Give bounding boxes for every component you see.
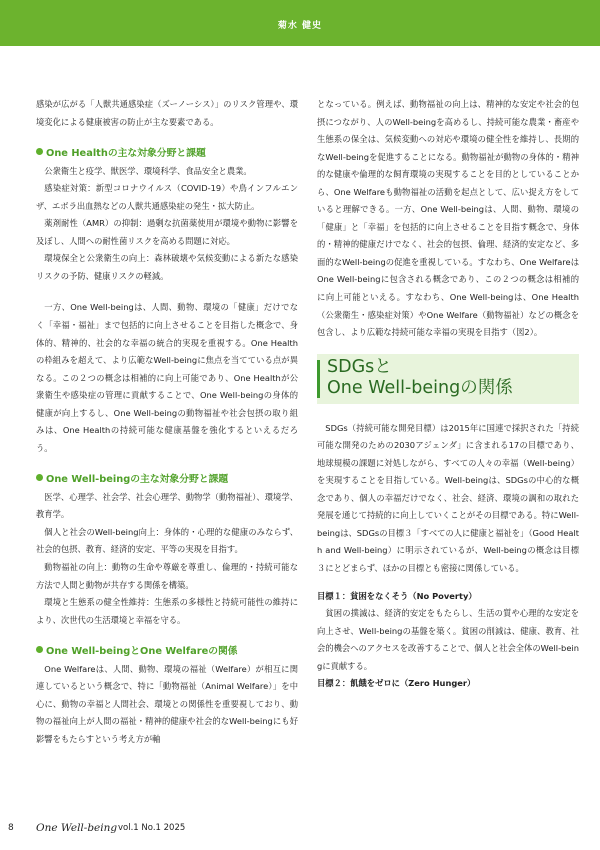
paragraph: となっている。例えば、動物福祉の向上は、精神的な安定や社会的包摂につながり、人のWell-beingを高めるし、持続可能な農業・畜産や生態系の保全は、気候変動への対応や環境の健全性を維持し、長期的なWell-beingを促進することになる。動物福祉が動物の身体的・精神的な健康や倫理的な飼育環境の実現することを目的としていることから、One Welfareも動物福祉の活動を起点として、広い捉え方をしていると理解できる。一方、One Well-beingは、人間、動物、環境の「健康」と「幸福」を包括的に向上させることを目指す概念で、身体的・精神的健康だけでなく、社会的包摂、倫理、経済的安定など、多面的なWell-beingの促進を重視している。すなわち、One WelfareはOne Well-beingに包含される概念であり、この２つの概念は相補的に向上可能といえる。すなわち、One Well-beingは、One Health（公衆衛生・感染症対策）やOne Welfare（動物福祉）などの概念を包含し、より広範な持続可能な幸福の実現を目指す（図2）。 (317, 99, 579, 338)
bullet-dot-icon (36, 646, 43, 653)
paragraph: 貧困の撲滅は、経済的安定をもたらし、生活の質や心理的な安定を向上させ、Well-beingの基盤を築く。貧困の削減は、健康、教育、社会的機会へのアクセスを改善することで、個人と社会全体のWell-beingに貢献する。 (317, 608, 579, 671)
header-bar (0, 0, 600, 46)
right-column (317, 96, 579, 693)
bullet-dot-icon (36, 148, 43, 155)
page-number: 8 (8, 823, 14, 833)
section-title-line1: SDGsと (327, 356, 392, 377)
left-column (36, 96, 298, 748)
title-accent-bar (317, 360, 320, 398)
goal-heading-1: 目標１：貧困をなくそう（No Poverty） (317, 590, 477, 601)
section-title-box (317, 354, 579, 404)
paragraph: One Welfareは、人間、動物、環境の福祉（Welfare）が相互に関連しているという概念で、特に「動物福祉（Animal Welfare）」を中心に、動物の幸福と人間社会、環境との関係性を重要視しており、動物の福祉向上が人間の福祉・精神的健康や社会的なWell-beingにも好影響をもたらすという考え方が軸 (36, 663, 298, 744)
goal-heading-2: 目標２：飢餓をゼロに（Zero Hunger） (317, 678, 476, 689)
section-heading-one-welfare: One Well-beingとOne Welfareの関係 (36, 643, 298, 661)
paragraph: 医学、心理学、社会学、社会心理学、動物学（動物福祉）、環境学、教育学。 (36, 491, 298, 520)
bullet-dot-icon (36, 474, 43, 481)
section-heading-one-well-being: One Well-beingの主な対象分野と課題 (36, 471, 298, 489)
paragraph: 環境保全と公衆衛生の向上：森林破壊や気候変動による新たな感染リスクの予防、健康リスクの軽減。 (36, 253, 298, 281)
author-name: 菊水 健史 (277, 21, 323, 31)
magazine-name: One Well-being (36, 822, 118, 834)
paragraph: 環境と生態系の健全性維持：生態系の多様性と持続可能性の維持により、次世代の生活環境と幸福を守る。 (36, 597, 298, 625)
paragraph: 公衆衛生と疫学、獣医学、環境科学、食品安全と農業。 (44, 165, 252, 176)
section-heading-one-health: One Healthの主な対象分野と課題 (36, 145, 298, 163)
section-title-line2: One Well-beingの関係 (327, 377, 513, 398)
paragraph: 一方、One Well-beingは、人間、動物、環境の「健康」だけでなく「幸福・福祉」まで包括的に向上させることを目指した概念で、身体的、精神的、社会的な幸福の統合的実現を重視する。One Healthの枠組みを超えて、より広範なWell-beingに焦点を当てている点が異なる。この２つの概念は相補的に向上可能であり、One Healthが公衆衛生や感染症の管理に貢献することで、One Well-beingの身体的健康が向上するし、One Well-beingの動物福祉や社会包摂の取り組みは、One Healthの持続可能な健康基盤を強化するといえるだろう。 (36, 302, 298, 453)
paragraph: 感染症対策：新型コロナウイルス（COVID-19）や鳥インフルエンザ、エボラ出血熱などの人獣共通感染症の発生・拡大防止。 (36, 183, 298, 211)
footer (0, 823, 600, 843)
volume-info: vol.1 No.1 2025 (118, 823, 186, 833)
paragraph: 動物福祉の向上：動物の生命や尊厳を尊重し、倫理的・持続可能な方法で人間と動物が共存する関係を構築。 (36, 562, 298, 590)
paragraph: 薬剤耐性（AMR）の抑制：過剰な抗菌薬使用が環境や動物に影響を及ぼし、人間への耐性菌リスクを高める問題に対応。 (36, 218, 298, 246)
paragraph: 個人と社会のWell-being向上：身体的・心理的な健康のみならず、社会的包摂、教育、経済的安定、平等の実現を目指す。 (36, 526, 298, 555)
paragraph: 感染が広がる「人獣共通感染症（ズーノーシス）」のリスク管理や、環境変化による健康被害の防止が主な要素である。 (36, 99, 298, 127)
paragraph: SDGs（持続可能な開発目標）は2015年に国連で採択された「持続可能な開発のための2030アジェンダ」に含まれる17の目標であり、地球規模の課題に対処しながら、すべての人々の幸福（Well-being）を実現することを目指している。Well-beingは、SDGsの中心的な概念であり、個人の幸福だけでなく、社会、経済、環境の調和の取れた発展を通じて持続的に向上していくことがその目標である。特にWell-beingは、SDGsの目標３「すべての人に健康と福祉を」（Good Health and Well-being）に明示されているが、Well-beingの概念は目標３にとどまらず、ほかの目標とも密接に関係している。 (317, 422, 580, 574)
